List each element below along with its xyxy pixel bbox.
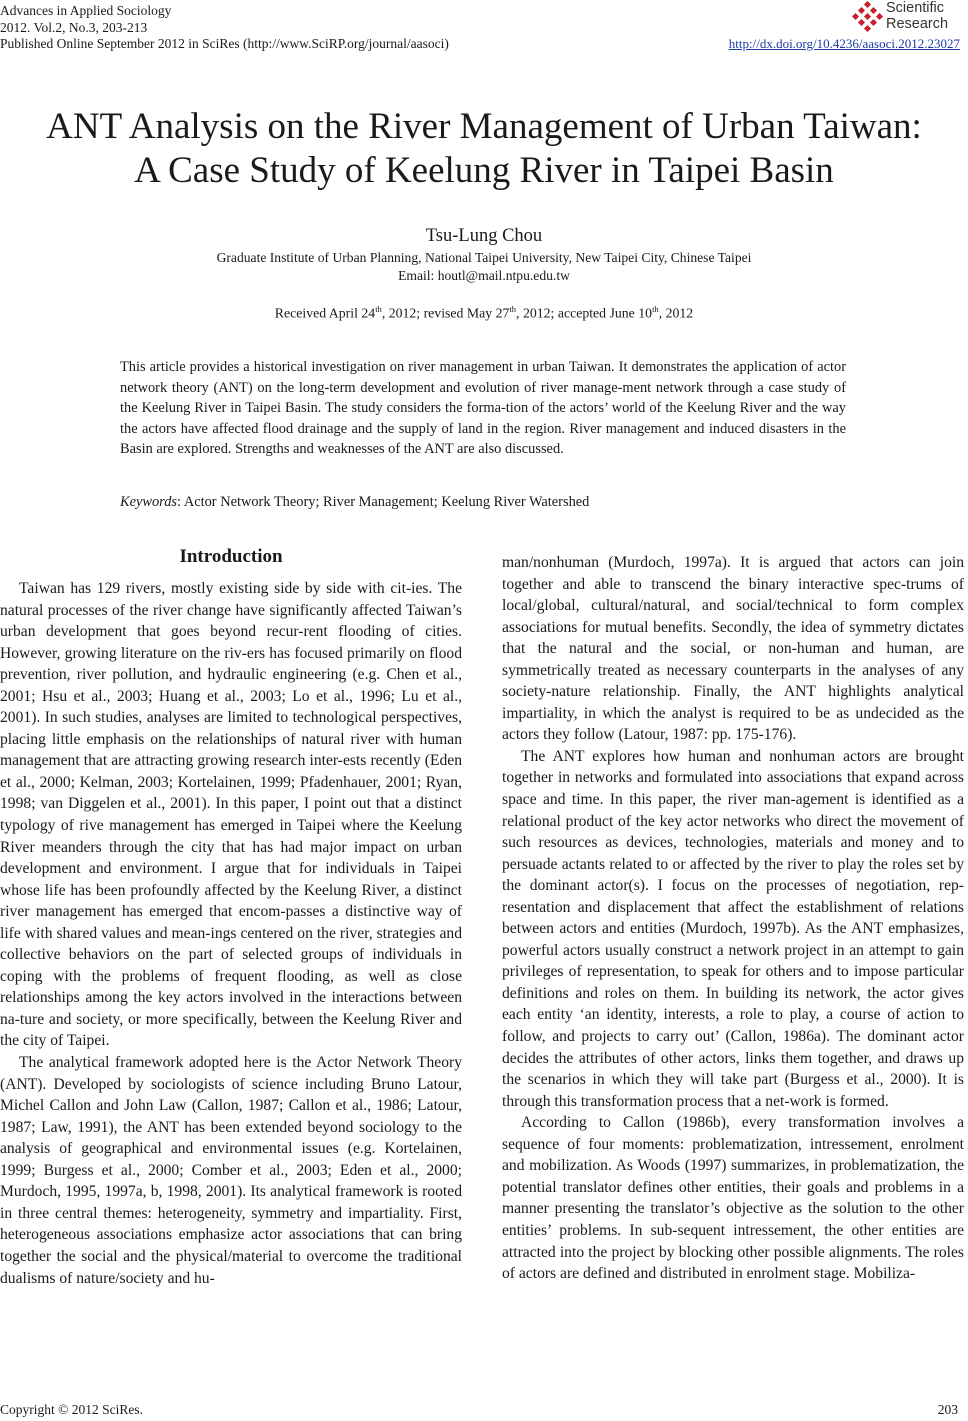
logo-line-1: Scientific	[886, 0, 945, 16]
doi-link[interactable]: http://dx.doi.org/10.4236/aasoci.2012.23027	[728, 36, 960, 51]
section-heading-introduction: Introduction	[179, 546, 283, 567]
journal-name: Advances in Applied Sociology	[0, 3, 172, 18]
paragraph: Taiwan has 129 rivers, mostly existing side by side with cit-ies. The natural processes of the river change have significantly affected Taiwan’s urban development that goes beyond recur-rent flooding of cities. However, growing literature on the riv-ers has focused primarily on flood prevention, river pollution, and hydraulic engineering (e.g. Chen et al., 2001; Hsu et al., 2003; Huang et al., 2003; Lo et al., 1996; Lu et al., 2001). In such studies, analyses are limited to technological perspectives, placing little emphasis on the relationships of natural river with human management that are attracting growing research inter-ests recently (Eden et al., 2000; Kelman, 2003; Kortelainen, 1999; Pfadenhauer, 2001; Ryan, 1998; van Diggelen et al., 2001). In this paper, I point out that a distinct typology of rive management has emerged in Taipei where the Keelung River meanders through the city that has had major impact on urban development and environment. I argue that for individuals in Taipei whose life has been profoundly affected by the Keelung River, a distinct river management has emerged that encom-passes a distinctive way of life with shared values and mean-ings centered on the river, strategies and collective behaviors on the part of selected groups of individuals in coping with the problems of frequent flooding, as well as close relationships among the key actors involved in the interactions between na-ture and society, or more specifically, between the Keelung River and the city of Taipei.	[0, 580, 462, 1050]
received-dates	[0, 304, 968, 322]
paragraph: The ANT explores how human and nonhuman actors are brought together in networks and formulated into associations that expand across space and time. In this paper, the river man-agement is identified as a relational product of the key actor networks who direct the movement of such resources as devices, technologies, materials and money and to persuade actants related to or affected by the river to play the roles set by the dominant actor(s). I focus on the processes of negotiation, rep-resentation and displacement that affect the establishment of relations between actors and entities (Murdoch, 1997b). As the ANT emphasizes, powerful actors usually construct a network project in an attempt to gain privileges of representation, to speak for others and to impose particular definitions and roles on them. In building its network, the actor gives each entity ‘an identity, interests, a role to play, a course of action to follow, and projects to carry out’ (Callon, 1986a). The dominant actor decides the attributes of other actors, links them together, and draws up the scenarios in which they will take part (Burgess et al., 2000). It is through this transformation process that a net-work is formed.	[502, 747, 964, 1110]
paragraph: According to Callon (1986b), every transformation involves a sequence of four moments: problematization, intressement, enrolment and mobilization. As Woods (1997) summarizes, in problematization, the potential translator defines other entities, their goals and problems in a manner presenting the translator’s objective as the solution to the other entities’ problems. In sub-sequent intressement, the other entities are attracted into the project by blocking other possible alignments. The roles of actors are defined and distributed in enrolment stage. Mobiliza-	[502, 1114, 964, 1283]
author-email: Email: houtl@mail.ntpu.edu.tw	[398, 268, 570, 283]
ordinal-suffix: th	[652, 304, 659, 314]
scientific-research-logo-icon	[852, 1, 884, 33]
author-name: Tsu-Lung Chou	[425, 226, 543, 246]
author-affiliation: Graduate Institute of Urban Planning, National Taipei University, New Taipei City, Chinese Taipei	[216, 250, 752, 265]
logo-line-2: Research	[886, 16, 949, 32]
footer-copyright: Copyright © 2012 SciRes.	[0, 1402, 144, 1417]
left-column	[0, 578, 462, 1289]
abstract: This article provides a historical investigation on river management in urban Taiwan. It demonstrates the application of actor network theory (ANT) on the long-term development and evolution of river manage-ment network through a case study of the Keelung River in Taipei Basin. The study considers the forma-tion of the actors’ world of the Keelung River and the way the actors have affected flood drainage and the supply of land in the region. River management and induced disasters in the Basin are explored. Strengths and weaknesses of the ANT are also discussed.	[120, 359, 846, 458]
published-text: Published Online September 2012 in SciRes (http://www.SciRP.org/journal/aasoci)	[0, 36, 449, 51]
logo-text	[886, 0, 948, 32]
paper-title	[0, 105, 968, 193]
published-line	[0, 36, 964, 52]
footer-page-number: 203	[937, 1402, 958, 1417]
keywords-label: Keywords	[120, 494, 178, 510]
right-column	[502, 552, 964, 1285]
title-line-1: ANT Analysis on the River Management of Urban Taiwan:	[46, 106, 922, 147]
ordinal-suffix: th	[375, 304, 382, 314]
journal-header	[0, 3, 171, 36]
publisher-logo	[852, 0, 962, 34]
paragraph: man/nonhuman (Murdoch, 1997a). It is argued that actors can join together and able to transcend the binary interactive spec-trums of local/global, cultural/natural, and social/technical to form complex associations for mutual benefits. Secondly, the idea of symmetry dictates that the natural and the social, or non-human and human, are symmetrically treated as necessary counterparts in the analyses of any society-nature relationship. Finally, the ANT highlights analytical impartiality, in which the analyst is required to be as undecided as the actors they follow (Latour, 1987: pp. 175-176).	[502, 554, 964, 744]
journal-volume: 2012. Vol.2, No.3, 203-213	[0, 19, 148, 35]
keywords-list: : Actor Network Theory; River Management; Keelung River Watershed	[177, 494, 590, 510]
keywords	[120, 494, 589, 511]
accepted-date: , 2012; accepted June 10	[516, 305, 653, 321]
paragraph: The analytical framework adopted here is the Actor Network Theory (ANT). Developed by sociologists of science including Bruno Latour, Michel Callon and John Law (Callon, 1987; Callon et al., 1986; Latour, 1987; Law, 1991), the ANT has been extended beyond sociology to the analysis of geographical and environmental issues (e.g. Kortelainen, 1999; Burgess et al., 2000; Comber et al., 2003; Eden et al., 2000; Murdoch, 1995, 1997a, b, 1998, 2001). Its analytical framework is rooted in three central themes: heterogeneity, symmetry and impartiality. First, heterogeneous associations emphasize actor associations that can bring together the social and the physical/material to overcome the traditional dualisms of nature/society and hu-	[0, 1054, 462, 1287]
ordinal-suffix: th	[509, 304, 517, 314]
received-date: Received April 24	[274, 305, 376, 321]
revised-date: , 2012; revised May 27	[381, 305, 510, 321]
title-line-2: A Case Study of Keelung River in Taipei Basin	[134, 150, 834, 191]
year-suffix: , 2012	[658, 305, 694, 321]
